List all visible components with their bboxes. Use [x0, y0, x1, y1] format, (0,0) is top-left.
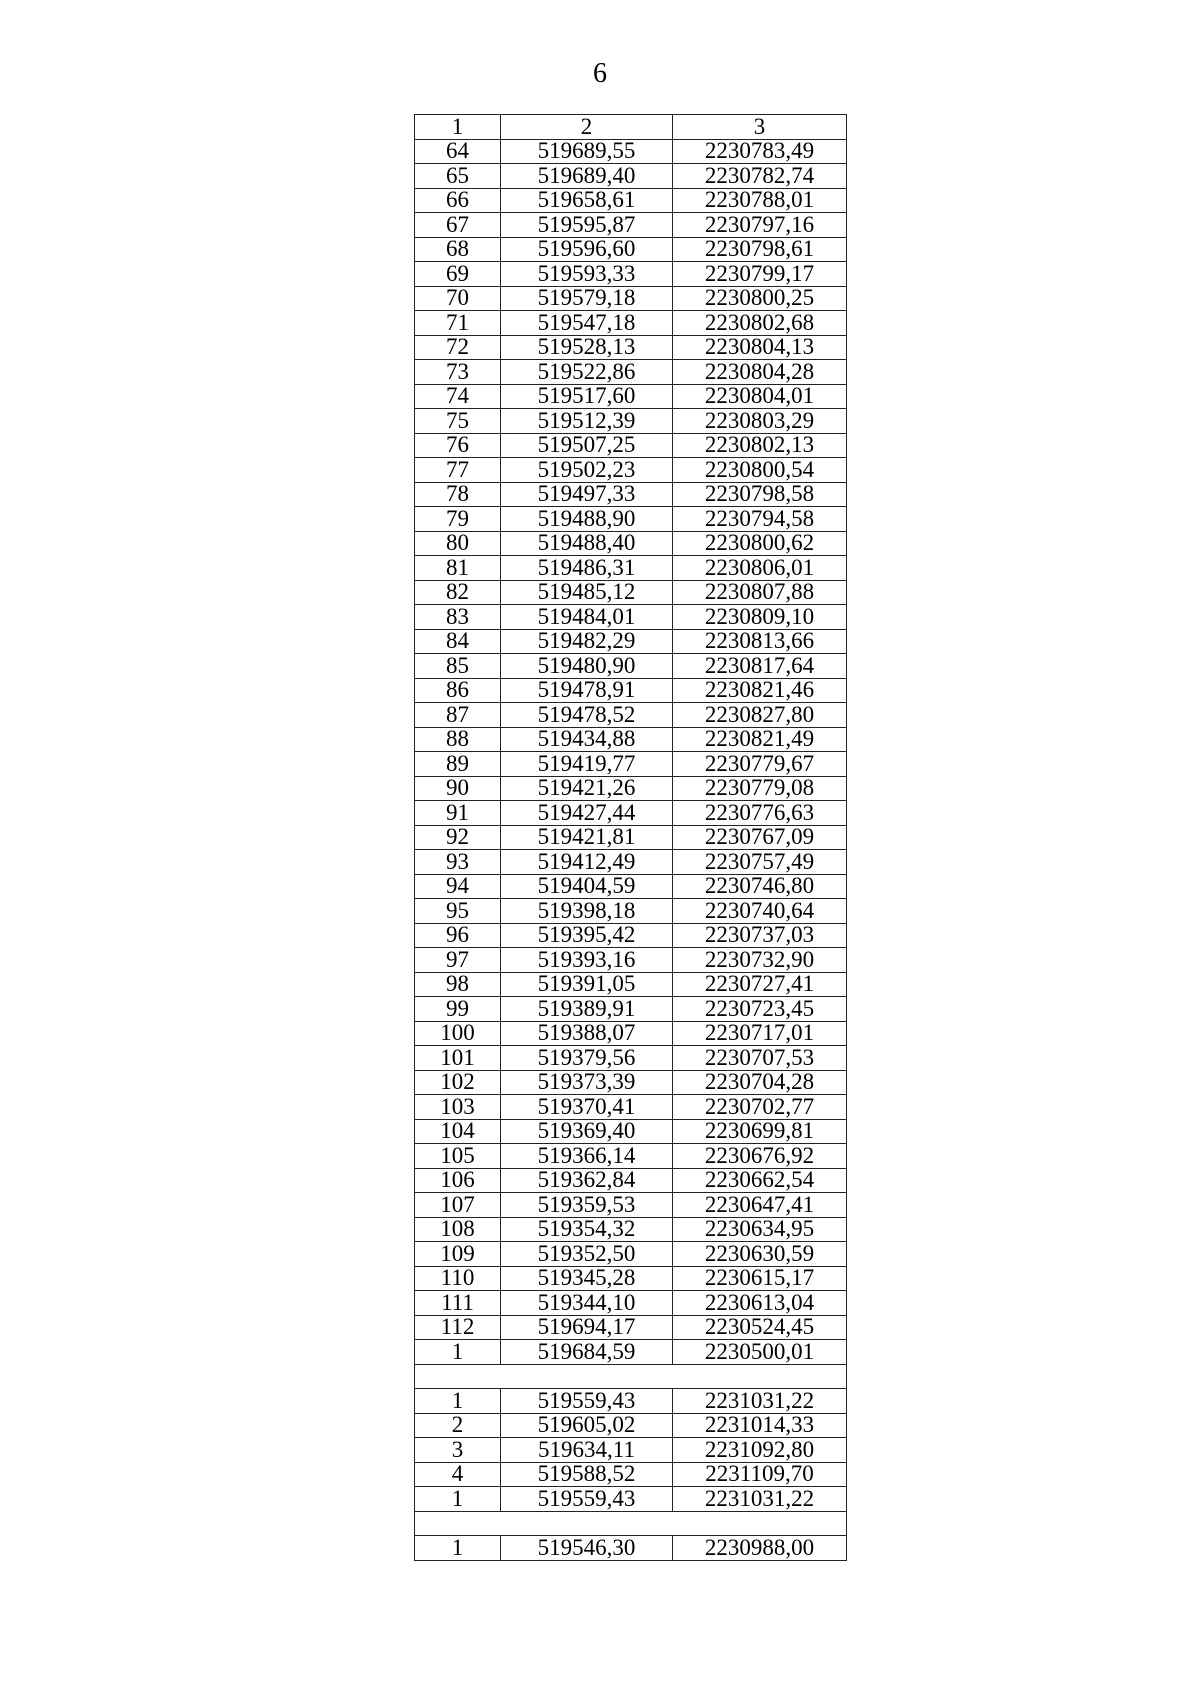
- cell-x-coordinate: 519421,81: [501, 825, 673, 850]
- table-row: [415, 1046, 847, 1071]
- cell-x-coordinate: 519379,56: [501, 1046, 673, 1071]
- cell-point-number: 1: [415, 1487, 501, 1512]
- cell-x-coordinate: 519370,41: [501, 1095, 673, 1120]
- cell-point-number: 76: [415, 433, 501, 458]
- cell-point-number: 64: [415, 139, 501, 164]
- cell-x-coordinate: 519373,39: [501, 1070, 673, 1095]
- cell-y-coordinate: 2230797,16: [673, 213, 847, 238]
- cell-point-number: 95: [415, 899, 501, 924]
- cell-x-coordinate: 519485,12: [501, 580, 673, 605]
- cell-x-coordinate: 519486,31: [501, 556, 673, 581]
- cell-x-coordinate: 519595,87: [501, 213, 673, 238]
- cell-y-coordinate: 2230813,66: [673, 629, 847, 654]
- cell-point-number: 77: [415, 458, 501, 483]
- cell-y-coordinate: 2230767,09: [673, 825, 847, 850]
- cell-x-coordinate: 519658,61: [501, 188, 673, 213]
- cell-y-coordinate: 2230802,68: [673, 311, 847, 336]
- table-row: [415, 605, 847, 630]
- table-row: [415, 531, 847, 556]
- cell-point-number: 93: [415, 850, 501, 875]
- cell-point-number: 2: [415, 1413, 501, 1438]
- cell-y-coordinate: 2230800,25: [673, 286, 847, 311]
- cell-x-coordinate: 519528,13: [501, 335, 673, 360]
- cell-x-coordinate: 519369,40: [501, 1119, 673, 1144]
- cell-point-number: 99: [415, 997, 501, 1022]
- table-row: [415, 1021, 847, 1046]
- cell-y-coordinate: 2230779,67: [673, 752, 847, 777]
- cell-y-coordinate: 2230723,45: [673, 997, 847, 1022]
- table-row: [415, 164, 847, 189]
- cell-y-coordinate: 2230524,45: [673, 1315, 847, 1340]
- cell-x-coordinate: 519605,02: [501, 1413, 673, 1438]
- cell-y-coordinate: 2230699,81: [673, 1119, 847, 1144]
- cell-point-number: 107: [415, 1193, 501, 1218]
- table-row: [415, 237, 847, 262]
- cell-x-coordinate: 519522,86: [501, 360, 673, 385]
- table-row: [415, 972, 847, 997]
- cell-y-coordinate: 2230803,29: [673, 409, 847, 434]
- cell-x-coordinate: 519345,28: [501, 1266, 673, 1291]
- cell-x-coordinate: 519546,30: [501, 1536, 673, 1561]
- cell-point-number: 109: [415, 1242, 501, 1267]
- cell-x-coordinate: 519412,49: [501, 850, 673, 875]
- cell-x-coordinate: 519393,16: [501, 948, 673, 973]
- table-row: [415, 997, 847, 1022]
- cell-point-number: 111: [415, 1291, 501, 1316]
- cell-y-coordinate: 2230821,49: [673, 727, 847, 752]
- cell-point-number: 74: [415, 384, 501, 409]
- cell-point-number: 73: [415, 360, 501, 385]
- table-row: [415, 1242, 847, 1267]
- table-row: [415, 1462, 847, 1487]
- cell-point-number: 68: [415, 237, 501, 262]
- table-row: [415, 213, 847, 238]
- table-row: [415, 335, 847, 360]
- cell-y-coordinate: 2230807,88: [673, 580, 847, 605]
- cell-x-coordinate: 519389,91: [501, 997, 673, 1022]
- cell-y-coordinate: 2230827,80: [673, 703, 847, 728]
- cell-point-number: 104: [415, 1119, 501, 1144]
- cell-x-coordinate: 519559,43: [501, 1487, 673, 1512]
- cell-x-coordinate: 519359,53: [501, 1193, 673, 1218]
- cell-y-coordinate: 2230613,04: [673, 1291, 847, 1316]
- table-row: [415, 360, 847, 385]
- cell-y-coordinate: 2230704,28: [673, 1070, 847, 1095]
- cell-point-number: 108: [415, 1217, 501, 1242]
- cell-point-number: 88: [415, 727, 501, 752]
- table-row: [415, 727, 847, 752]
- cell-y-coordinate: 2230821,46: [673, 678, 847, 703]
- cell-point-number: 69: [415, 262, 501, 287]
- cell-point-number: 79: [415, 507, 501, 532]
- cell-x-coordinate: 519478,52: [501, 703, 673, 728]
- cell-x-coordinate: 519517,60: [501, 384, 673, 409]
- table-row: [415, 1070, 847, 1095]
- cell-y-coordinate: 2230500,01: [673, 1340, 847, 1365]
- header-cell-x: 2: [501, 115, 673, 140]
- table-row: [415, 850, 847, 875]
- table-row: [415, 1438, 847, 1463]
- cell-y-coordinate: 2230662,54: [673, 1168, 847, 1193]
- cell-y-coordinate: 2230737,03: [673, 923, 847, 948]
- table-row: [415, 629, 847, 654]
- cell-y-coordinate: 2230779,08: [673, 776, 847, 801]
- table-row: [415, 458, 847, 483]
- cell-point-number: 70: [415, 286, 501, 311]
- cell-y-coordinate: 2230615,17: [673, 1266, 847, 1291]
- cell-x-coordinate: 519480,90: [501, 654, 673, 679]
- table-row: [415, 1413, 847, 1438]
- cell-point-number: 82: [415, 580, 501, 605]
- table-row: [415, 1217, 847, 1242]
- coordinates-table-body: [415, 115, 847, 1561]
- cell-point-number: 1: [415, 1389, 501, 1414]
- header-cell-y: 3: [673, 115, 847, 140]
- table-row: [415, 654, 847, 679]
- cell-y-coordinate: 2230817,64: [673, 654, 847, 679]
- cell-x-coordinate: 519352,50: [501, 1242, 673, 1267]
- section-separator-row: [415, 1511, 847, 1536]
- table-row: [415, 1193, 847, 1218]
- cell-y-coordinate: 2230800,54: [673, 458, 847, 483]
- page-number: 6: [593, 58, 607, 89]
- cell-x-coordinate: 519507,25: [501, 433, 673, 458]
- table-row: [415, 580, 847, 605]
- cell-y-coordinate: 2230783,49: [673, 139, 847, 164]
- cell-point-number: 81: [415, 556, 501, 581]
- cell-point-number: 92: [415, 825, 501, 850]
- cell-point-number: 100: [415, 1021, 501, 1046]
- table-row: [415, 703, 847, 728]
- cell-point-number: 97: [415, 948, 501, 973]
- cell-point-number: 1: [415, 1536, 501, 1561]
- cell-y-coordinate: 2230798,61: [673, 237, 847, 262]
- table-row: [415, 139, 847, 164]
- cell-point-number: 105: [415, 1144, 501, 1169]
- table-row: [415, 188, 847, 213]
- table-row: [415, 948, 847, 973]
- cell-x-coordinate: 519593,33: [501, 262, 673, 287]
- cell-point-number: 103: [415, 1095, 501, 1120]
- cell-x-coordinate: 519482,29: [501, 629, 673, 654]
- cell-y-coordinate: 2230809,10: [673, 605, 847, 630]
- cell-point-number: 84: [415, 629, 501, 654]
- cell-x-coordinate: 519434,88: [501, 727, 673, 752]
- table-row: [415, 825, 847, 850]
- cell-point-number: 4: [415, 1462, 501, 1487]
- cell-y-coordinate: 2230746,80: [673, 874, 847, 899]
- header-cell-point: 1: [415, 115, 501, 140]
- cell-x-coordinate: 519497,33: [501, 482, 673, 507]
- cell-y-coordinate: 2231109,70: [673, 1462, 847, 1487]
- cell-point-number: 110: [415, 1266, 501, 1291]
- table-row: [415, 1291, 847, 1316]
- cell-x-coordinate: 519488,90: [501, 507, 673, 532]
- table-row: [415, 874, 847, 899]
- table-row: [415, 1487, 847, 1512]
- cell-point-number: 102: [415, 1070, 501, 1095]
- cell-y-coordinate: 2230757,49: [673, 850, 847, 875]
- table-row: [415, 923, 847, 948]
- table-row: [415, 556, 847, 581]
- cell-y-coordinate: 2230794,58: [673, 507, 847, 532]
- cell-x-coordinate: 519596,60: [501, 237, 673, 262]
- cell-point-number: 78: [415, 482, 501, 507]
- cell-y-coordinate: 2230676,92: [673, 1144, 847, 1169]
- cell-x-coordinate: 519427,44: [501, 801, 673, 826]
- cell-x-coordinate: 519512,39: [501, 409, 673, 434]
- cell-y-coordinate: 2230707,53: [673, 1046, 847, 1071]
- cell-point-number: 85: [415, 654, 501, 679]
- cell-x-coordinate: 519484,01: [501, 605, 673, 630]
- table-row: [415, 482, 847, 507]
- cell-x-coordinate: 519478,91: [501, 678, 673, 703]
- cell-y-coordinate: 2230798,58: [673, 482, 847, 507]
- table-row: [415, 1340, 847, 1365]
- cell-x-coordinate: 519689,40: [501, 164, 673, 189]
- table-row: [415, 311, 847, 336]
- cell-y-coordinate: 2231031,22: [673, 1487, 847, 1512]
- cell-y-coordinate: 2230702,77: [673, 1095, 847, 1120]
- cell-point-number: 101: [415, 1046, 501, 1071]
- table-row: [415, 1168, 847, 1193]
- cell-point-number: 65: [415, 164, 501, 189]
- cell-y-coordinate: 2230727,41: [673, 972, 847, 997]
- cell-x-coordinate: 519488,40: [501, 531, 673, 556]
- cell-y-coordinate: 2230782,74: [673, 164, 847, 189]
- cell-x-coordinate: 519398,18: [501, 899, 673, 924]
- cell-point-number: 106: [415, 1168, 501, 1193]
- cell-point-number: 86: [415, 678, 501, 703]
- cell-y-coordinate: 2230740,64: [673, 899, 847, 924]
- table-row: [415, 1119, 847, 1144]
- cell-point-number: 75: [415, 409, 501, 434]
- table-row: [415, 1536, 847, 1561]
- cell-y-coordinate: 2230988,00: [673, 1536, 847, 1561]
- table-row: [415, 678, 847, 703]
- table-row: [415, 752, 847, 777]
- table-row: [415, 801, 847, 826]
- cell-point-number: 80: [415, 531, 501, 556]
- cell-y-coordinate: 2230788,01: [673, 188, 847, 213]
- cell-point-number: 96: [415, 923, 501, 948]
- cell-x-coordinate: 519395,42: [501, 923, 673, 948]
- table-row: [415, 1095, 847, 1120]
- table-row: [415, 776, 847, 801]
- cell-point-number: 94: [415, 874, 501, 899]
- cell-point-number: 112: [415, 1315, 501, 1340]
- table-row: [415, 507, 847, 532]
- table-row: [415, 1266, 847, 1291]
- cell-point-number: 1: [415, 1340, 501, 1365]
- cell-y-coordinate: 2231031,22: [673, 1389, 847, 1414]
- cell-y-coordinate: 2231014,33: [673, 1413, 847, 1438]
- table-row: [415, 384, 847, 409]
- table-header-row: [415, 115, 847, 140]
- cell-point-number: 66: [415, 188, 501, 213]
- cell-x-coordinate: 519362,84: [501, 1168, 673, 1193]
- cell-point-number: 90: [415, 776, 501, 801]
- cell-x-coordinate: 519502,23: [501, 458, 673, 483]
- cell-x-coordinate: 519559,43: [501, 1389, 673, 1414]
- cell-x-coordinate: 519388,07: [501, 1021, 673, 1046]
- cell-point-number: 91: [415, 801, 501, 826]
- table-row: [415, 409, 847, 434]
- cell-y-coordinate: 2230776,63: [673, 801, 847, 826]
- table-row: [415, 1315, 847, 1340]
- section-separator-cell: [415, 1364, 847, 1389]
- cell-y-coordinate: 2230630,59: [673, 1242, 847, 1267]
- cell-point-number: 87: [415, 703, 501, 728]
- cell-y-coordinate: 2230732,90: [673, 948, 847, 973]
- cell-point-number: 71: [415, 311, 501, 336]
- cell-y-coordinate: 2230804,13: [673, 335, 847, 360]
- cell-y-coordinate: 2230804,28: [673, 360, 847, 385]
- cell-point-number: 3: [415, 1438, 501, 1463]
- cell-y-coordinate: 2231092,80: [673, 1438, 847, 1463]
- cell-x-coordinate: 519404,59: [501, 874, 673, 899]
- section-separator-row: [415, 1364, 847, 1389]
- cell-x-coordinate: 519684,59: [501, 1340, 673, 1365]
- cell-y-coordinate: 2230634,95: [673, 1217, 847, 1242]
- cell-y-coordinate: 2230800,62: [673, 531, 847, 556]
- cell-x-coordinate: 519354,32: [501, 1217, 673, 1242]
- section-separator-cell: [415, 1511, 847, 1536]
- table-row: [415, 262, 847, 287]
- cell-point-number: 67: [415, 213, 501, 238]
- cell-y-coordinate: 2230647,41: [673, 1193, 847, 1218]
- cell-point-number: 83: [415, 605, 501, 630]
- cell-x-coordinate: 519694,17: [501, 1315, 673, 1340]
- cell-point-number: 89: [415, 752, 501, 777]
- cell-x-coordinate: 519366,14: [501, 1144, 673, 1169]
- cell-x-coordinate: 519547,18: [501, 311, 673, 336]
- cell-x-coordinate: 519391,05: [501, 972, 673, 997]
- table-row: [415, 433, 847, 458]
- cell-x-coordinate: 519588,52: [501, 1462, 673, 1487]
- table-row: [415, 899, 847, 924]
- table-row: [415, 1144, 847, 1169]
- cell-x-coordinate: 519419,77: [501, 752, 673, 777]
- cell-x-coordinate: 519689,55: [501, 139, 673, 164]
- cell-y-coordinate: 2230806,01: [673, 556, 847, 581]
- cell-y-coordinate: 2230717,01: [673, 1021, 847, 1046]
- cell-y-coordinate: 2230799,17: [673, 262, 847, 287]
- cell-x-coordinate: 519421,26: [501, 776, 673, 801]
- cell-x-coordinate: 519579,18: [501, 286, 673, 311]
- table-row: [415, 1389, 847, 1414]
- cell-point-number: 98: [415, 972, 501, 997]
- table-row: [415, 286, 847, 311]
- cell-y-coordinate: 2230802,13: [673, 433, 847, 458]
- cell-y-coordinate: 2230804,01: [673, 384, 847, 409]
- coordinates-table: [414, 114, 847, 1561]
- cell-x-coordinate: 519634,11: [501, 1438, 673, 1463]
- cell-x-coordinate: 519344,10: [501, 1291, 673, 1316]
- cell-point-number: 72: [415, 335, 501, 360]
